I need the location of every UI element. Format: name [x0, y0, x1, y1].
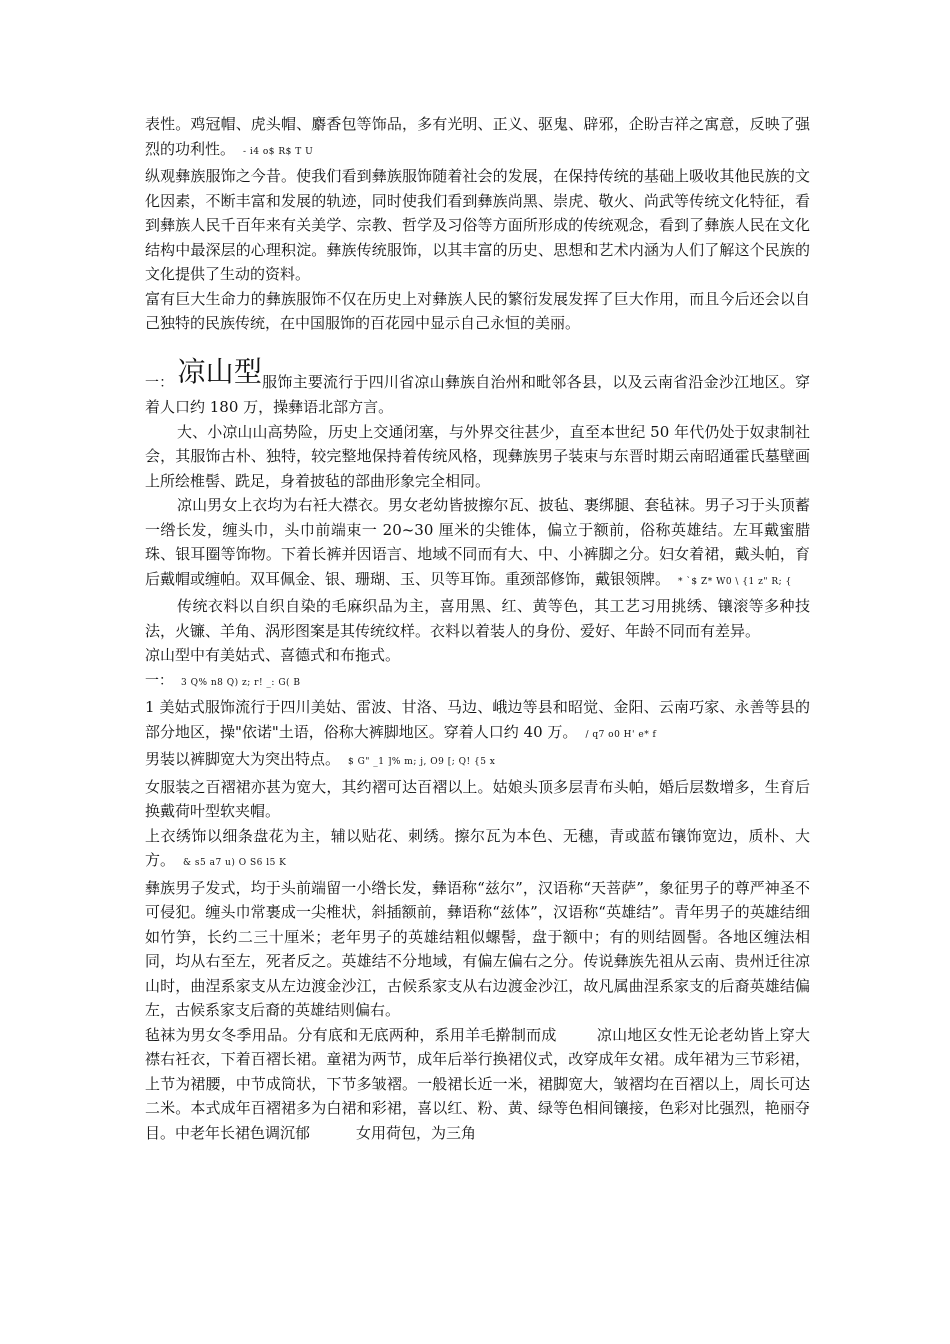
paragraph-9: [145, 695, 810, 747]
paragraph-1-text: 表性。鸡冠帽、虎头帽、麝香包等饰品，多有光明、正义、驱鬼、辟邪，企盼吉祥之寓意，反映了强烈的功利性。: [145, 115, 810, 158]
noise-text-3: 3 Q% n8 Q) z; r! _: G( B: [181, 677, 301, 688]
heading-rest-text: 服饰主要流行于四川省凉山彝族自治州和毗邻各县，以及云南省沿金沙江地区。穿着人口约 180 万，操彝语北部方言。: [145, 372, 810, 416]
heading-prefix: 一：: [145, 374, 174, 391]
section-heading-liangshan: [145, 354, 810, 420]
paragraph-12: [145, 824, 810, 876]
paragraph-14: [145, 1023, 810, 1146]
paragraph-14-part-c: 女用荷包，为三角: [356, 1123, 477, 1142]
heading-title: 凉山型: [177, 354, 263, 388]
paragraph-3: 富有巨大生命力的彝族服饰不仅在历史上对彝族人民的繁衍发展发挥了巨大作用，而且今后还会以自己独特的民族传统，在中国服饰的百花园中显示自己永恒的美丽。: [145, 289, 810, 332]
paragraph-10-text: 男装以裤脚宽大为突出特点。: [145, 750, 341, 768]
paragraph-5: [145, 493, 810, 594]
paragraph-13: 彝族男子发式，均于头前端留一小绺长发，彝语称“兹尔”，汉语称“天菩萨”，象征男子的尊严神圣不可侵犯。缠头巾常裹成一尖椎状，斜插额前，彝语称“兹体”，汉语称“英雄结”。青年男子的英雄结细如竹笋，长约二三十厘米；老年男子的英雄结粗似螺髻，盘于额中；有的则结圆髻。各地区缠法相同，均从右至左，死者反之。英雄结不分地域，有偏左偏右之分。传说彝族先祖从云南、贵州迁往凉山时，曲涅系家支从左边渡金沙江，古候系家支从右边渡金沙江，故凡属曲涅系家支的后裔英雄结偏左，古候系家支后裔的英雄结则偏右。: [145, 878, 810, 1019]
noise-text-6: & s5 a7 u) O S6 l5 K: [183, 858, 287, 868]
paragraph-1: [145, 112, 810, 164]
paragraph-6: 传统衣料以自织自染的毛麻织品为主，喜用黑、红、黄等色，其工艺习用挑绣、镶滚等多种技法，火镰、羊角、涡形图案是其传统纹样。衣料以着装人的身份、爱好、年龄不同而有差异。: [145, 597, 810, 640]
noise-text-1: - i4 o$ R$ T U: [243, 146, 314, 157]
paragraph-11: 女服装之百褶裙亦甚为宽大，其约褶可达百褶以上。姑娘头顶多层青布头帕，婚后层数增多，生育后换戴荷叶型软夹帽。: [145, 777, 810, 820]
noise-text-5: $ G" _1 ]% m; j, O9 [; Q! {5 x: [348, 757, 496, 767]
paragraph-14-part-a: 毡袜为男女冬季用品。分有底和无底两种，系用羊毛擀制而成: [145, 1025, 557, 1044]
paragraph-9-text: 1 美姑式服饰流行于四川美姑、雷波、甘洛、马边、峨边等县和昭觉、金阳、云南巧家、永善等县的部分地区，操"依诺"土语，俗称大裤脚地区。穿着人口约 40 万。: [145, 698, 810, 741]
noise-text-4: / q7 o0 H' e* f: [585, 729, 657, 740]
document-page: [145, 112, 810, 1145]
paragraph-5-text: 凉山男女上衣均为右衽大襟衣。男女老幼皆披擦尔瓦、披毡、裹绑腿、套毡袜。男子习于头顶蓄一绺长发，缠头巾，头巾前端束一 20~30 厘米的尖锥体，偏立于额前，俗称英雄结。左耳戴蜜腊珠、银耳圈等饰物。下着长裤并因语言、地域不同而有大、中、小裤脚之分。妇女着裙，戴头帕，育后戴帽或缠帕。双耳佩金、银、珊瑚、玉、贝等耳饰。重颈部修饰，戴银领牌。: [145, 496, 810, 588]
paragraph-4: 大、小凉山山高势险，历史上交通闭塞，与外界交往甚少，直至本世纪 50 年代仍处于奴隶制社会，其服饰古朴、独特，较完整地保持着传统风格，现彝族男子装束与东晋时期云南昭通霍氏墓壁画上所绘椎髻、跣足，身着披毡的部曲形象完全相同。: [145, 422, 810, 490]
paragraph-7: 凉山型中有美姑式、喜德式和布拖式。: [145, 646, 401, 664]
paragraph-10: [145, 747, 810, 775]
list-prefix: 一：: [145, 672, 173, 689]
paragraph-14-part-b: 凉山地区女性无论老幼皆上穿大襟右衽衣，下着百褶长裙。童裙为两节，成年后举行换裙仪式，改穿成年女裙。成年裙为三节彩裙，上节为裙腰，中节成筒状，下节多皱褶。一般裙长近一米，裙脚宽大，皱褶均在百褶以上，周长可达二米。本式成年百褶裙多为白裙和彩裙，喜以红、粉、黄、绿等色相间镶接，色彩对比强烈，艳丽夺目。中老年长裙色调沉郁: [145, 1025, 810, 1142]
noise-text-2: * `$ Z* W0 \ {1 z" R; {: [678, 576, 792, 587]
paragraph-2: 纵观彝族服饰之今昔。使我们看到彝族服饰随着社会的发展，在保持传统的基础上吸收其他民族的文化因素，不断丰富和发展的轨迹，同时使我们看到彝族尚黑、崇虎、敬火、尚武等传统文化特征，看到彝族人民千百年来有关美学、宗教、哲学及习俗等方面所形成的传统观念，看到了彝族人民在文化结构中最深层的心理积淀。彝族传统服饰，以其丰富的历史、思想和艺术内涵为人们了解这个民族的文化提供了生动的资料。: [145, 167, 810, 283]
paragraph-12-text: 上衣绣饰以细条盘花为主，辅以贴花、刺绣。擦尔瓦为本色、无穗，青或蓝布镶饰宽边，质朴、大方。: [145, 826, 810, 869]
paragraph-8: [145, 668, 810, 696]
